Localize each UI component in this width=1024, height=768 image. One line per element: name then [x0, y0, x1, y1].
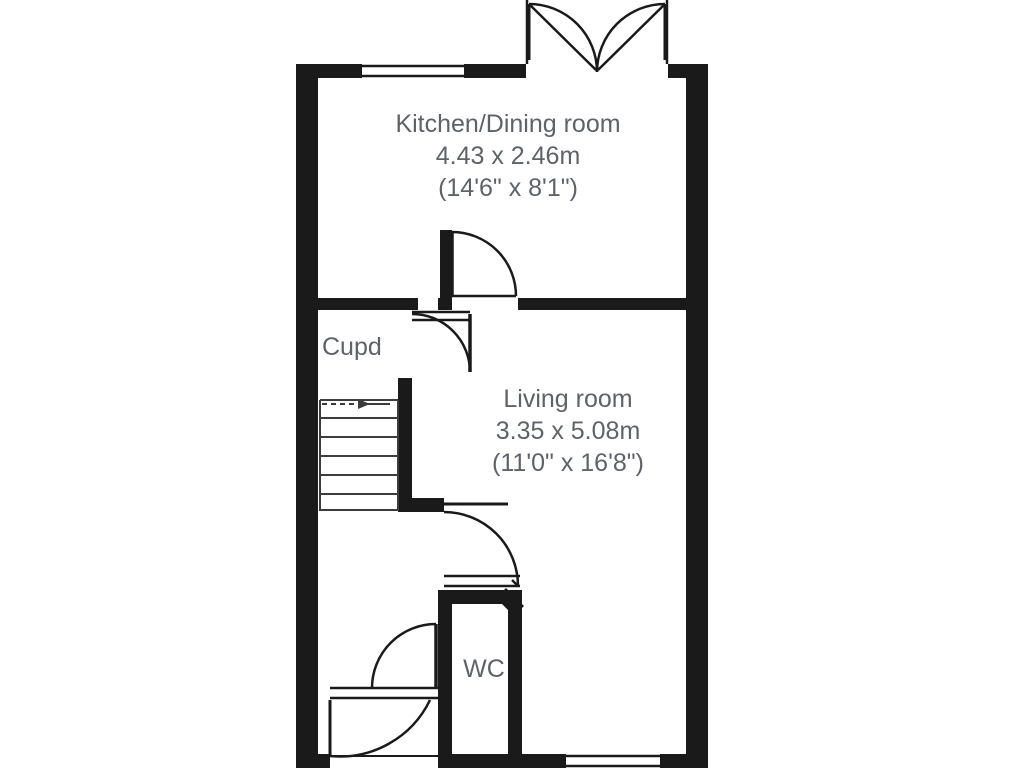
- door-swing-icon: [372, 624, 436, 688]
- room-name: Living room: [503, 385, 633, 413]
- double-doors-icon: [527, 0, 667, 72]
- door-swing-icon: [412, 312, 470, 372]
- room-name: Kitchen/Dining room: [395, 110, 621, 138]
- room-dimensions-metric: 3.35 x 5.08m: [495, 417, 641, 445]
- door-swing-icon: [330, 688, 440, 756]
- room-label-wc: [446, 653, 522, 685]
- room-name: Cupd: [322, 333, 382, 361]
- door-swing-icon: [444, 504, 520, 586]
- room-name: WC: [463, 655, 505, 683]
- room-label-living-room: [423, 383, 713, 479]
- stairs-icon: [320, 399, 398, 510]
- room-dimensions-imperial: (14'6" x 8'1"): [438, 174, 578, 202]
- room-dimensions-metric: 4.43 x 2.46m: [435, 142, 581, 170]
- room-label-cupboard: [322, 331, 408, 363]
- door-swing-icon: [452, 232, 516, 296]
- room-label-kitchen-dining: [313, 108, 703, 204]
- room-dimensions-imperial: (11'0" x 16'8"): [492, 449, 644, 477]
